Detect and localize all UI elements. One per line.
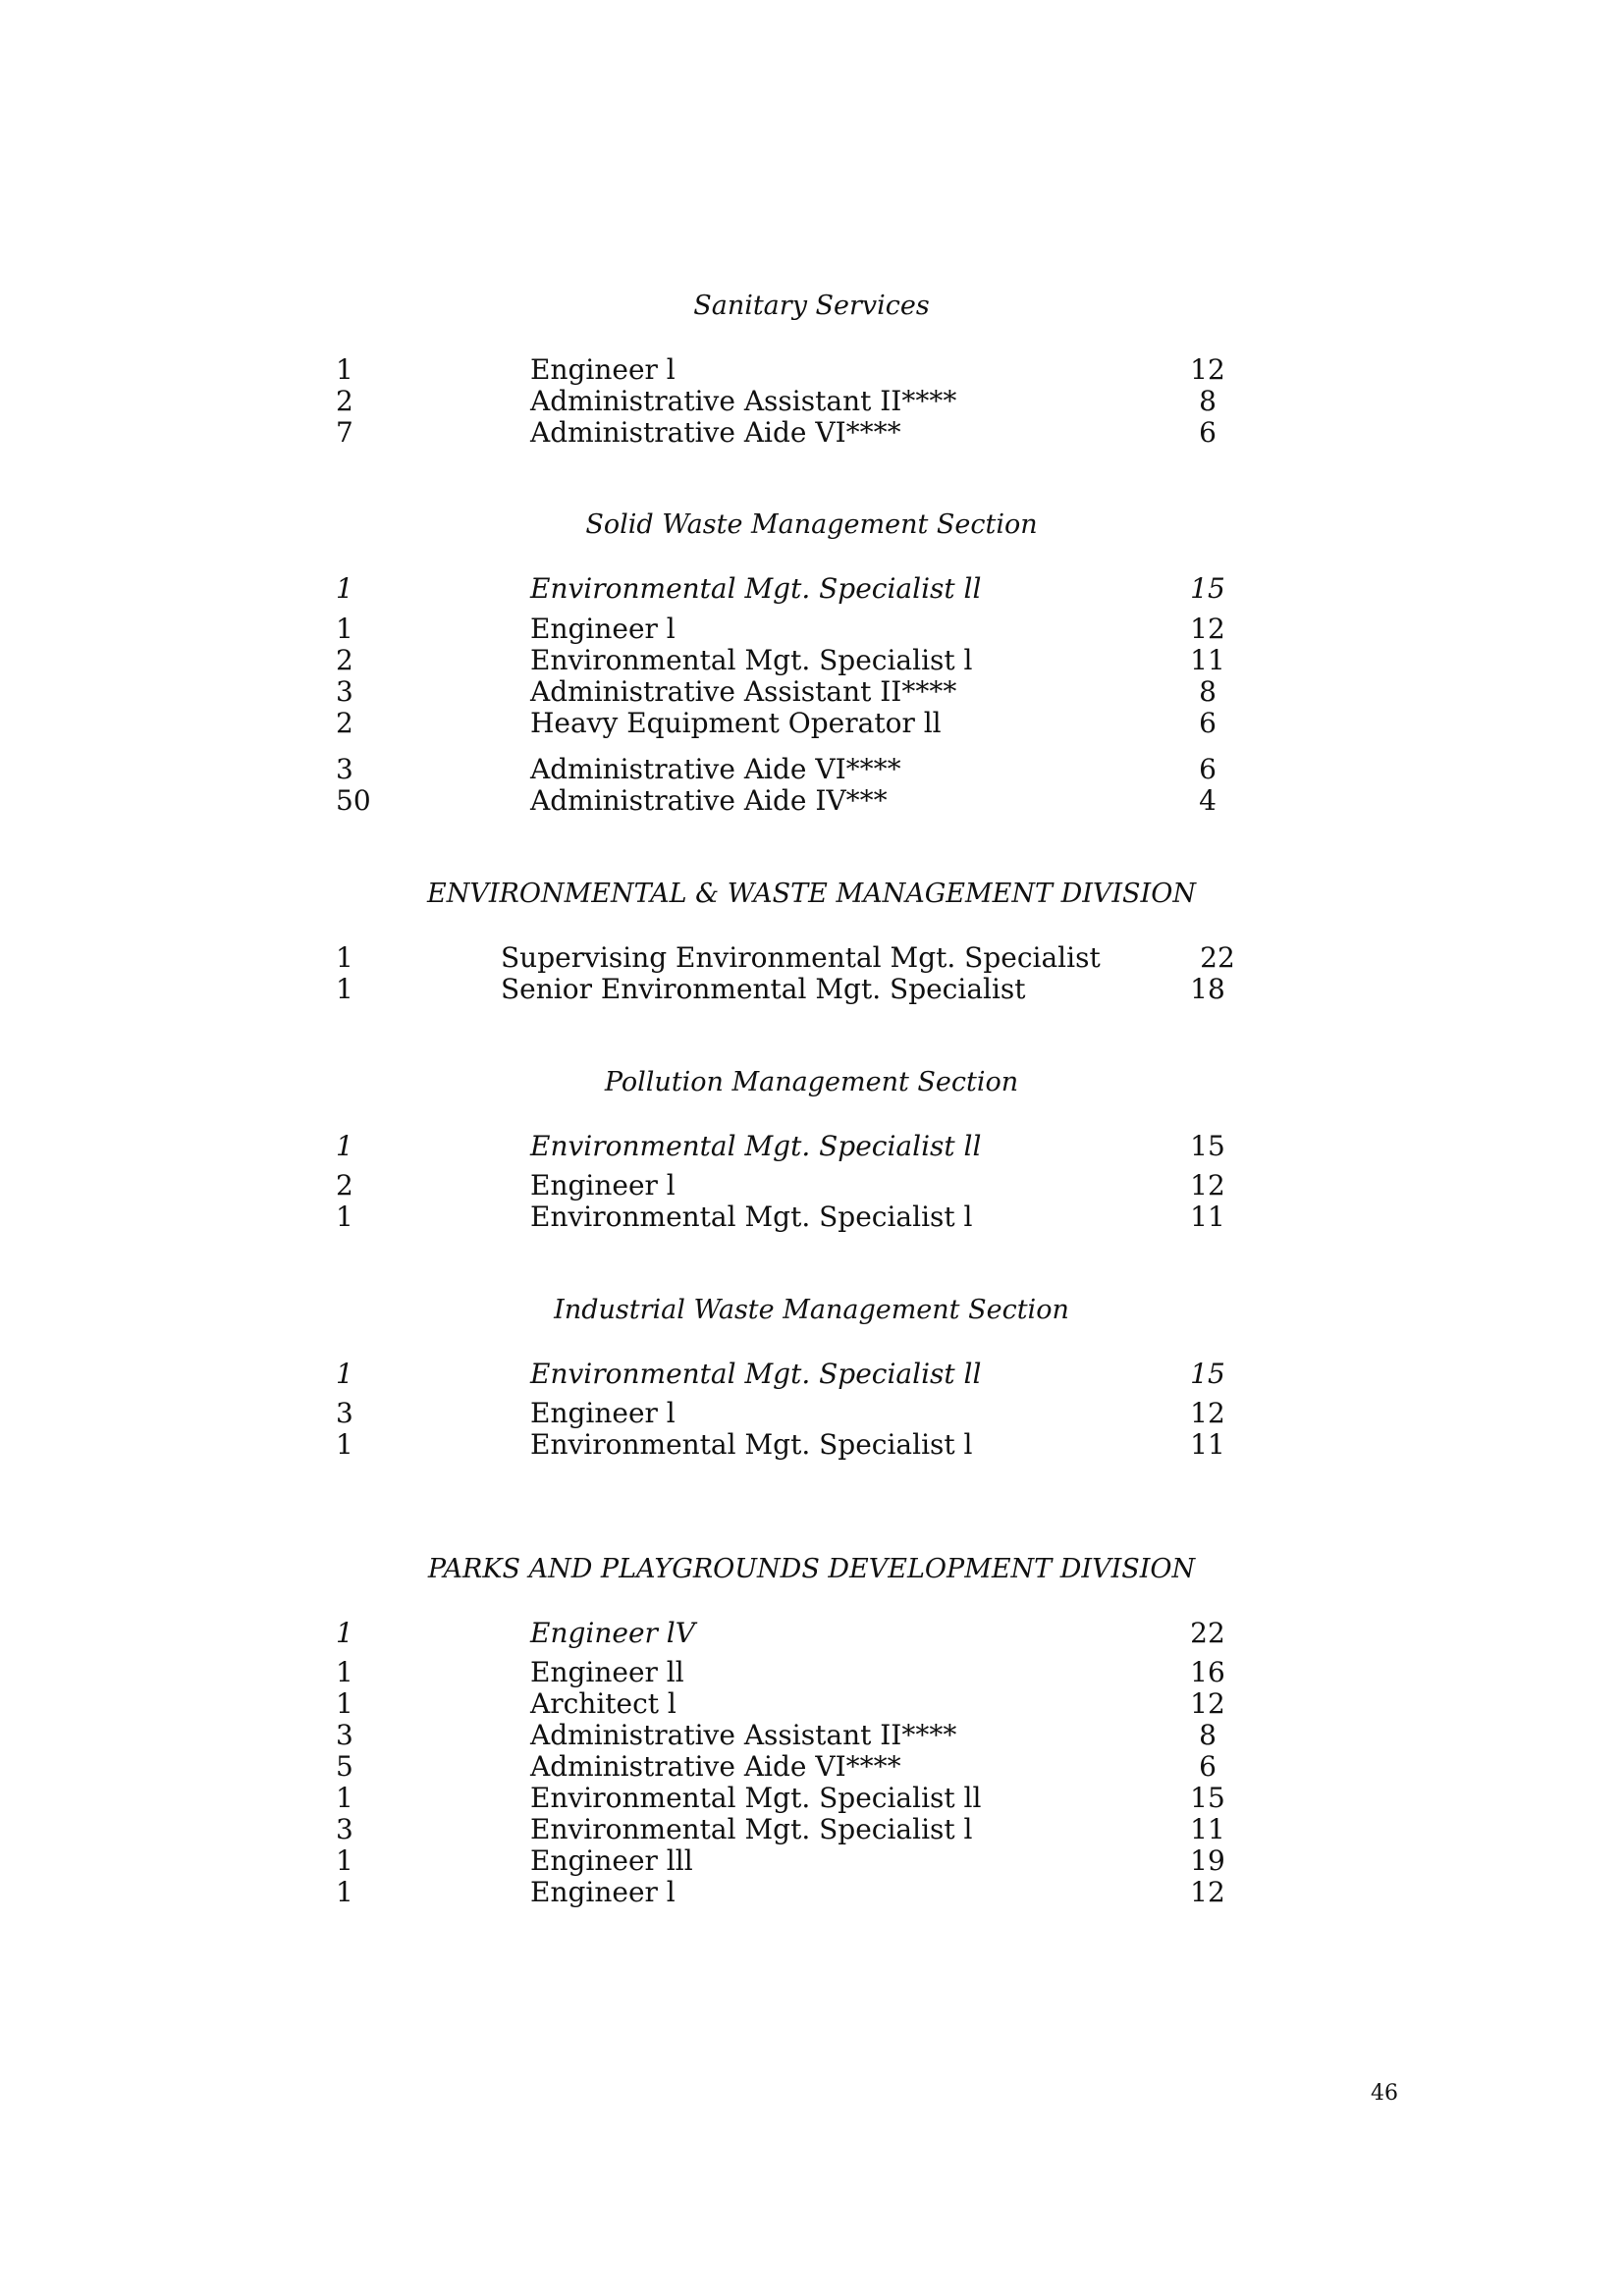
table-row-head-position — [0, 1359, 1623, 1390]
section-heading-environmental-waste-division: ENVIRONMENTAL & WASTE MANAGEMENT DIVISION — [427, 879, 1196, 909]
section-heading-industrial-waste: Industrial Waste Management Section — [554, 1295, 1069, 1325]
table-row — [0, 614, 1623, 645]
row-position-title: Environmental Mgt. Specialist l — [530, 644, 973, 676]
row-salary-grade: 15 — [1190, 572, 1225, 605]
row-quantity: 2 — [336, 385, 353, 417]
table-row — [0, 1429, 1623, 1461]
row-salary-grade: 8 — [1199, 1719, 1217, 1751]
row-salary-grade: 12 — [1190, 1876, 1225, 1908]
table-row — [0, 1688, 1623, 1720]
row-quantity: 3 — [336, 1719, 353, 1751]
table-row — [0, 942, 1623, 974]
row-salary-grade: 4 — [1199, 784, 1217, 817]
row-salary-grade: 11 — [1190, 1201, 1225, 1233]
row-salary-grade: 6 — [1199, 707, 1217, 739]
row-position-title: Architect l — [530, 1687, 676, 1720]
row-position-title: Administrative Aide VI**** — [530, 753, 901, 785]
table-row — [0, 1783, 1623, 1814]
row-quantity: 5 — [336, 1750, 353, 1783]
row-quantity: 1 — [336, 1617, 353, 1649]
table-row — [0, 1877, 1623, 1908]
page-number: 46 — [1371, 2081, 1398, 2106]
row-salary-grade: 22 — [1200, 941, 1235, 974]
row-position-title: Administrative Assistant II**** — [530, 385, 957, 417]
table-row — [0, 1845, 1623, 1877]
table-row — [0, 1201, 1623, 1233]
table-row — [0, 386, 1623, 417]
row-position-title: Environmental Mgt. Specialist l — [530, 1201, 973, 1233]
row-salary-grade: 8 — [1199, 675, 1217, 708]
row-quantity: 3 — [336, 753, 353, 785]
row-position-title: Engineer l — [530, 1876, 676, 1908]
row-position-title: Engineer l — [530, 1169, 676, 1201]
section-heading-solid-waste: Solid Waste Management Section — [585, 509, 1038, 540]
row-salary-grade: 11 — [1190, 644, 1225, 676]
row-quantity: 1 — [336, 1358, 353, 1390]
table-row — [0, 1814, 1623, 1845]
table-row — [0, 676, 1623, 708]
row-position-title: Engineer lll — [530, 1844, 693, 1877]
row-quantity: 3 — [336, 1397, 353, 1429]
row-position-title: Environmental Mgt. Specialist ll — [530, 1130, 982, 1162]
row-salary-grade: 19 — [1190, 1844, 1225, 1877]
row-salary-grade: 6 — [1199, 753, 1217, 785]
row-position-title: Heavy Equipment Operator ll — [530, 707, 942, 739]
table-row — [0, 754, 1623, 785]
row-salary-grade: 12 — [1190, 1397, 1225, 1429]
row-position-title: Engineer lV — [530, 1617, 695, 1649]
row-salary-grade: 18 — [1190, 973, 1225, 1005]
row-quantity: 1 — [336, 1876, 353, 1908]
row-salary-grade: 12 — [1190, 353, 1225, 386]
table-row — [0, 354, 1623, 386]
row-position-title: Engineer l — [530, 613, 676, 645]
row-quantity: 1 — [336, 1130, 353, 1162]
row-position-title: Environmental Mgt. Specialist ll — [530, 1782, 982, 1814]
row-quantity: 2 — [336, 644, 353, 676]
row-quantity: 2 — [336, 1169, 353, 1201]
section-heading-parks-playgrounds-division: PARKS AND PLAYGROUNDS DEVELOPMENT DIVISION — [427, 1554, 1196, 1584]
table-row — [0, 1170, 1623, 1201]
row-salary-grade: 22 — [1190, 1617, 1225, 1649]
row-quantity: 3 — [336, 1813, 353, 1845]
row-quantity: 1 — [336, 613, 353, 645]
row-quantity: 1 — [336, 1844, 353, 1877]
row-salary-grade: 15 — [1190, 1130, 1225, 1162]
row-position-title: Engineer l — [530, 353, 676, 386]
row-quantity: 50 — [336, 784, 371, 817]
row-position-title: Environmental Mgt. Specialist ll — [530, 572, 982, 605]
row-salary-grade: 8 — [1199, 385, 1217, 417]
row-quantity: 1 — [336, 1687, 353, 1720]
section-heading-pollution-management: Pollution Management Section — [604, 1067, 1019, 1097]
row-salary-grade: 15 — [1190, 1782, 1225, 1814]
table-row — [0, 645, 1623, 676]
row-salary-grade: 11 — [1190, 1428, 1225, 1461]
row-position-title: Administrative Aide IV*** — [530, 784, 888, 817]
row-quantity: 7 — [336, 416, 353, 449]
row-position-title: Environmental Mgt. Specialist l — [530, 1813, 973, 1845]
row-quantity: 3 — [336, 675, 353, 708]
row-position-title: Environmental Mgt. Specialist l — [530, 1428, 973, 1461]
table-row-head-position — [0, 1618, 1623, 1649]
table-row — [0, 1751, 1623, 1783]
row-quantity: 1 — [336, 1782, 353, 1814]
row-salary-grade: 11 — [1190, 1813, 1225, 1845]
row-position-title: Administrative Aide VI**** — [530, 416, 901, 449]
table-row — [0, 1398, 1623, 1429]
table-row-head-position — [0, 573, 1623, 605]
row-quantity: 1 — [336, 1428, 353, 1461]
table-row-head-position — [0, 1131, 1623, 1162]
row-quantity: 2 — [336, 707, 353, 739]
row-quantity: 1 — [336, 973, 353, 1005]
row-salary-grade: 15 — [1190, 1358, 1225, 1390]
row-position-title: Supervising Environmental Mgt. Specialist — [501, 941, 1101, 974]
row-position-title: Administrative Assistant II**** — [530, 675, 957, 708]
table-row — [0, 417, 1623, 449]
row-position-title: Engineer l — [530, 1397, 676, 1429]
row-quantity: 1 — [336, 1201, 353, 1233]
table-row — [0, 708, 1623, 739]
row-salary-grade: 6 — [1199, 1750, 1217, 1783]
section-heading-sanitary-services: Sanitary Services — [693, 291, 930, 321]
row-salary-grade: 12 — [1190, 613, 1225, 645]
row-salary-grade: 12 — [1190, 1169, 1225, 1201]
row-position-title: Environmental Mgt. Specialist ll — [530, 1358, 982, 1390]
table-row — [0, 785, 1623, 817]
table-row — [0, 1720, 1623, 1751]
row-position-title: Administrative Aide VI**** — [530, 1750, 901, 1783]
table-row — [0, 1657, 1623, 1688]
table-row — [0, 974, 1623, 1005]
row-position-title: Administrative Assistant II**** — [530, 1719, 957, 1751]
row-quantity: 1 — [336, 572, 353, 605]
row-quantity: 1 — [336, 353, 353, 386]
row-position-title: Engineer ll — [530, 1656, 684, 1688]
row-position-title: Senior Environmental Mgt. Specialist — [501, 973, 1026, 1005]
row-quantity: 1 — [336, 941, 353, 974]
row-salary-grade: 16 — [1190, 1656, 1225, 1688]
row-salary-grade: 12 — [1190, 1687, 1225, 1720]
row-salary-grade: 6 — [1199, 416, 1217, 449]
row-quantity: 1 — [336, 1656, 353, 1688]
